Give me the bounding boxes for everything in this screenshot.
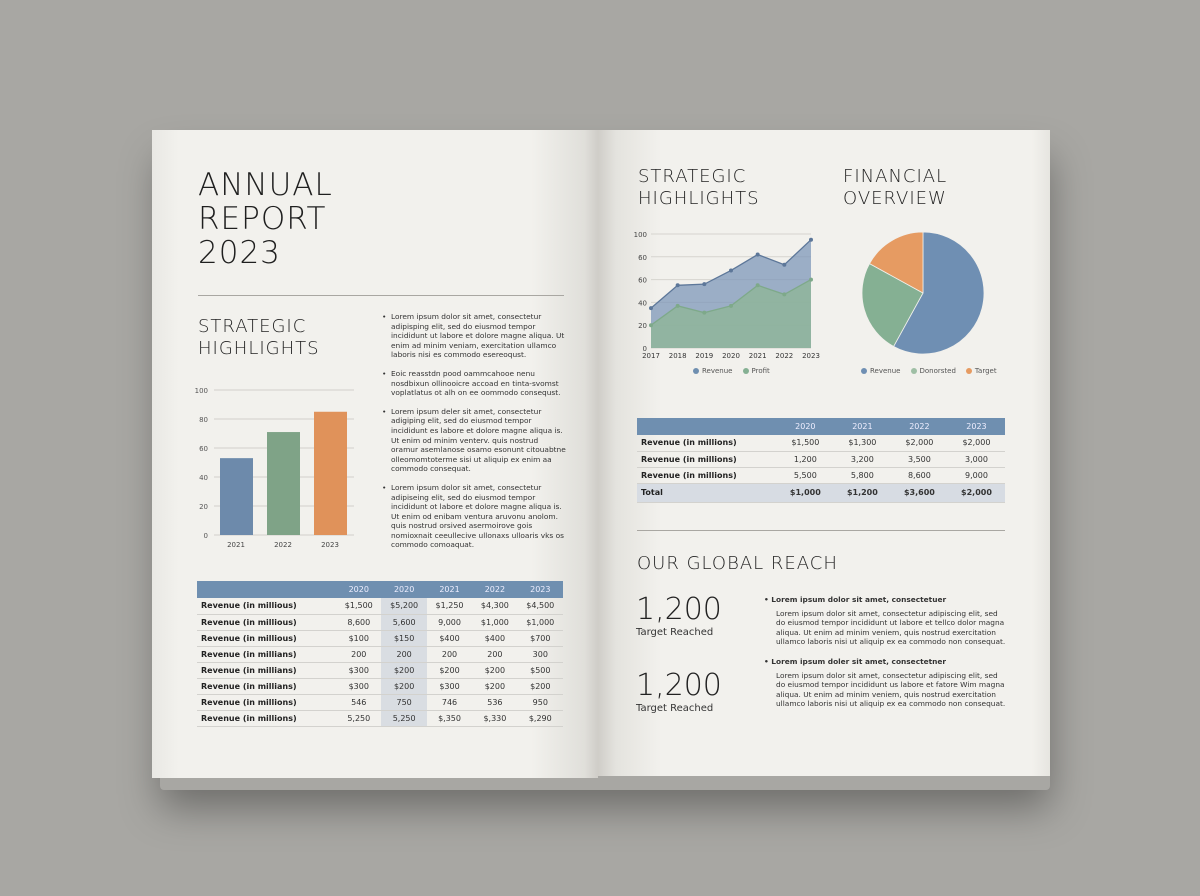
data-point (649, 323, 653, 327)
row-label: Revenue (in millions) (637, 435, 777, 451)
right-page (598, 130, 1050, 776)
table-cell: $1,200 (834, 483, 891, 502)
bar (220, 458, 253, 535)
bullet-head: • Lorem ipsum doler sit amet, consectetner (764, 656, 947, 666)
table-cell: $1,000 (518, 614, 563, 630)
table-cell: $,290 (518, 710, 563, 726)
table-cell: 1,200 (777, 451, 834, 467)
revenue-table (197, 581, 563, 727)
table-cell: $,350 (427, 710, 472, 726)
y-tick-label: 20 (199, 503, 208, 511)
legend-swatch (693, 368, 699, 374)
x-tick-label: 2020 (722, 352, 740, 360)
table-row (197, 614, 563, 630)
bullet-head-text: Lorem ipsum dolor sit amet, consectetuer (771, 595, 947, 604)
bullet-item: • Eoic reasstdn pood oammcahooe nenu nosdbixun ollinooicre accoad en tinta-svomst voplatlatus ot alh on ee oommodo consequst. (382, 369, 567, 398)
area-legend (693, 367, 770, 375)
table-cell: $1,300 (834, 435, 891, 451)
x-tick-label: 2018 (668, 352, 687, 360)
data-point (809, 238, 813, 242)
total-row (637, 483, 1005, 502)
column-header: 2020 (381, 581, 426, 598)
bar (267, 432, 300, 535)
left-page (152, 130, 598, 778)
table-cell: 200 (381, 646, 426, 662)
legend-label: Target (974, 367, 997, 375)
title-line: ANNUAL (198, 167, 333, 203)
table-cell: 9,000 (948, 467, 1005, 483)
legend-item (861, 367, 901, 375)
data-point (649, 306, 653, 310)
row-label: Revenue (in millious) (197, 614, 336, 630)
table-cell: $4,300 (472, 598, 517, 614)
table-cell: 3,500 (891, 451, 948, 467)
data-point (676, 304, 680, 308)
legend-swatch (743, 368, 749, 374)
y-tick-label: 0 (203, 532, 208, 540)
table-cell: 5,250 (336, 710, 381, 726)
row-label: Revenue (in millians) (197, 662, 336, 678)
table-cell: $300 (336, 678, 381, 694)
row-label: Revenue (in millious) (197, 598, 336, 614)
table-cell: 8,600 (891, 467, 948, 483)
reach-bullets (764, 595, 1009, 709)
legend-item (911, 367, 956, 375)
pie-legend (861, 367, 997, 375)
table-cell: 750 (381, 694, 426, 710)
stat-block (636, 668, 722, 714)
x-tick-label: 2022 (274, 541, 292, 549)
legend-label: Donorsted (919, 367, 956, 375)
x-tick-label: 2017 (642, 352, 660, 360)
row-label: Revenue (in millions) (637, 467, 777, 483)
table-row (197, 694, 563, 710)
pie-chart (860, 230, 986, 356)
data-point (729, 304, 733, 308)
legend-item (693, 367, 733, 375)
table-row (197, 646, 563, 662)
row-label: Revenue (in millians) (197, 678, 336, 694)
data-point (756, 283, 760, 287)
data-point (782, 263, 786, 267)
table-row (197, 710, 563, 726)
table-cell: $400 (472, 630, 517, 646)
y-tick-label: 20 (638, 322, 647, 331)
stat-value: 1,200 (636, 592, 722, 627)
table-cell: 200 (427, 646, 472, 662)
table-cell: 746 (427, 694, 472, 710)
table-cell: 5,500 (777, 467, 834, 483)
y-tick-label: 80 (199, 416, 208, 424)
x-tick-label: 2023 (321, 541, 339, 549)
table-cell: 3,000 (948, 451, 1005, 467)
table-cell: $300 (427, 678, 472, 694)
table-cell: 546 (336, 694, 381, 710)
table-cell: $1,250 (427, 598, 472, 614)
data-point (782, 292, 786, 296)
title-line: HIGHLIGHTS (198, 338, 320, 359)
section-title (198, 316, 320, 360)
data-point (729, 268, 733, 272)
title-line: HIGHLIGHTS (638, 188, 760, 209)
table-cell: 5,250 (381, 710, 426, 726)
table-cell: $400 (427, 630, 472, 646)
legend-item (966, 367, 997, 375)
y-tick-label: 100 (633, 231, 647, 239)
table-row (197, 630, 563, 646)
data-point (702, 282, 706, 286)
y-tick-label: 60 (638, 253, 647, 262)
table-row (197, 598, 563, 614)
row-label: Revenue (in millious) (197, 630, 336, 646)
row-label: Revenue (in millians) (197, 646, 336, 662)
stat-value: 1,200 (636, 668, 722, 703)
title-line: FINANCIAL (843, 166, 948, 187)
table-cell: $200 (518, 678, 563, 694)
table-cell: $200 (427, 662, 472, 678)
table-cell: 9,000 (427, 614, 472, 630)
table-cell: 8,600 (336, 614, 381, 630)
table-cell: 3,200 (834, 451, 891, 467)
header-row (637, 418, 1005, 435)
row-label: Total (637, 483, 777, 502)
table-cell: $150 (381, 630, 426, 646)
financial-title (843, 166, 947, 210)
column-header: 2020 (777, 418, 834, 435)
title-line: 2023 (198, 235, 281, 271)
column-header: 2021 (834, 418, 891, 435)
title-line: STRATEGIC (638, 166, 747, 187)
title-line: STRATEGIC (198, 316, 307, 337)
table-row (637, 435, 1005, 451)
table-cell: $4,500 (518, 598, 563, 614)
stat-label: Target Reached (636, 627, 714, 638)
bullet-body: Lorem ipsum dolor sit amet, consectetur adipiscing elit, sed do eiusmod tempor incididunt ut labore et tellco dolor magna aliqua. Ut enim ad minim veniem, quis nostrud exercitation ullamco laboris nisi ut aliquip ex ea commodo non consequat. (776, 608, 1006, 647)
title-line: OVERVIEW (843, 188, 947, 209)
bullet-list (382, 312, 567, 559)
table-cell: $700 (518, 630, 563, 646)
row-label: Revenue (in millions) (197, 710, 336, 726)
strategic-title (638, 166, 760, 210)
divider (198, 295, 564, 296)
y-tick-label: 40 (638, 299, 647, 308)
column-header: 2022 (472, 581, 517, 598)
legend-label: Profit (751, 367, 770, 375)
table-cell: $500 (518, 662, 563, 678)
table-cell: $300 (336, 662, 381, 678)
table-cell: $200 (472, 678, 517, 694)
table-cell: $200 (381, 678, 426, 694)
bullet-item: • Lorem ipsum dolor sit amet, consectetur adipiseing elit, sed do eiusmod tempor incididunt ot labore et dolore magne aliqua is. Ut enim od enibam ventura aruvonu anolom. quis nostrud orsived asermoirove gois nomioxnait ceeullecive ullonaxs ulloaris vks os commodo comoaquat. (382, 483, 567, 550)
table-cell: 300 (518, 646, 563, 662)
table-cell: 5,800 (834, 467, 891, 483)
table-cell: 950 (518, 694, 563, 710)
bullet-body: Lorem ipsum dolor sit amet, consectetur adipiscing elit, sed do eiusmod tempor incididunt us labore et fatore Wim magna aliqua. Ut enim ad minim veniem, quis nostrud exercitation ullamco laboris nisi ut aliquip ex ea commodo non consequat. (776, 670, 1006, 709)
x-tick-label: 2021 (748, 352, 767, 360)
divider (637, 530, 1005, 531)
data-point (756, 253, 760, 257)
table-cell: $2,000 (948, 483, 1005, 502)
table-row (637, 467, 1005, 483)
table-cell: $1,500 (336, 598, 381, 614)
column-header: 2023 (518, 581, 563, 598)
table-cell: $1,500 (777, 435, 834, 451)
data-point (809, 278, 813, 282)
column-header: 2022 (891, 418, 948, 435)
table-cell: 5,600 (381, 614, 426, 630)
table-cell: $200 (472, 662, 517, 678)
table-cell: $1,000 (472, 614, 517, 630)
data-point (702, 311, 706, 315)
table-row (637, 451, 1005, 467)
y-tick-label: 60 (638, 276, 647, 285)
y-tick-label: 0 (642, 345, 647, 353)
column-header: 2020 (336, 581, 381, 598)
data-point (676, 283, 680, 287)
table-cell: $3,600 (891, 483, 948, 502)
table-cell: $1,000 (777, 483, 834, 502)
table-cell: 200 (336, 646, 381, 662)
table-cell: 536 (472, 694, 517, 710)
bullet-head-text: Lorem ipsum doler sit amet, consectetner (771, 656, 947, 666)
legend-label: Revenue (870, 367, 901, 375)
stat-block (636, 592, 722, 638)
column-header (637, 418, 777, 435)
title-line: REPORT (198, 201, 327, 237)
table-row (197, 678, 563, 694)
legend-swatch (966, 368, 972, 374)
legend-item (743, 367, 770, 375)
legend-swatch (861, 368, 867, 374)
bar (314, 412, 347, 535)
stat-label: Target Reached (636, 703, 714, 714)
column-header: 2021 (427, 581, 472, 598)
bullet-item: • Lorem ipsum deler sit amet, consectetur adigiping elit, sed do eiusmod tempor incididunt es labore et dolore magne aliqua is. Ut enim od minim venterv. quis nostrud oramur asemlanose osamo esonunt citouabtne olleomomtoterme sisi ut aliquip ex enim aa commodo consequat. (382, 407, 567, 474)
table-cell: $200 (381, 662, 426, 678)
table-cell: $5,200 (381, 598, 426, 614)
reach-title: OUR GLOBAL REACH (637, 553, 838, 574)
area-chart (626, 228, 826, 363)
table-cell: $2,000 (891, 435, 948, 451)
column-header (197, 581, 336, 598)
x-tick-label: 2023 (802, 352, 820, 360)
column-header: 2023 (948, 418, 1005, 435)
bullet-item: • Lorem ipsum dolor sit amet, consectetur adipisping elit, sed do eiusmod tempor incididunt ut labore et dolore magne aliqua. Ut enim ad minim veniam, exercitation ullamco laboris nisi es commodo esereoqust. (382, 312, 567, 360)
y-tick-label: 60 (199, 445, 208, 453)
table-cell: $2,000 (948, 435, 1005, 451)
bullet-head: • Lorem ipsum dolor sit amet, consectetuer (764, 595, 947, 604)
bar-chart (192, 380, 362, 555)
header-row (197, 581, 563, 598)
table-row (197, 662, 563, 678)
legend-label: Revenue (702, 367, 733, 375)
x-tick-label: 2022 (775, 352, 794, 360)
y-tick-label: 40 (199, 474, 208, 482)
legend-swatch (911, 368, 917, 374)
financial-table (637, 418, 1005, 503)
table-cell: $,330 (472, 710, 517, 726)
table-cell: $100 (336, 630, 381, 646)
report-title (198, 168, 333, 270)
row-label: Revenue (in millions) (197, 694, 336, 710)
x-tick-label: 2019 (695, 352, 714, 360)
row-label: Revenue (in millions) (637, 451, 777, 467)
table-cell: 200 (472, 646, 517, 662)
y-tick-label: 100 (194, 387, 208, 395)
x-tick-label: 2021 (227, 541, 245, 549)
